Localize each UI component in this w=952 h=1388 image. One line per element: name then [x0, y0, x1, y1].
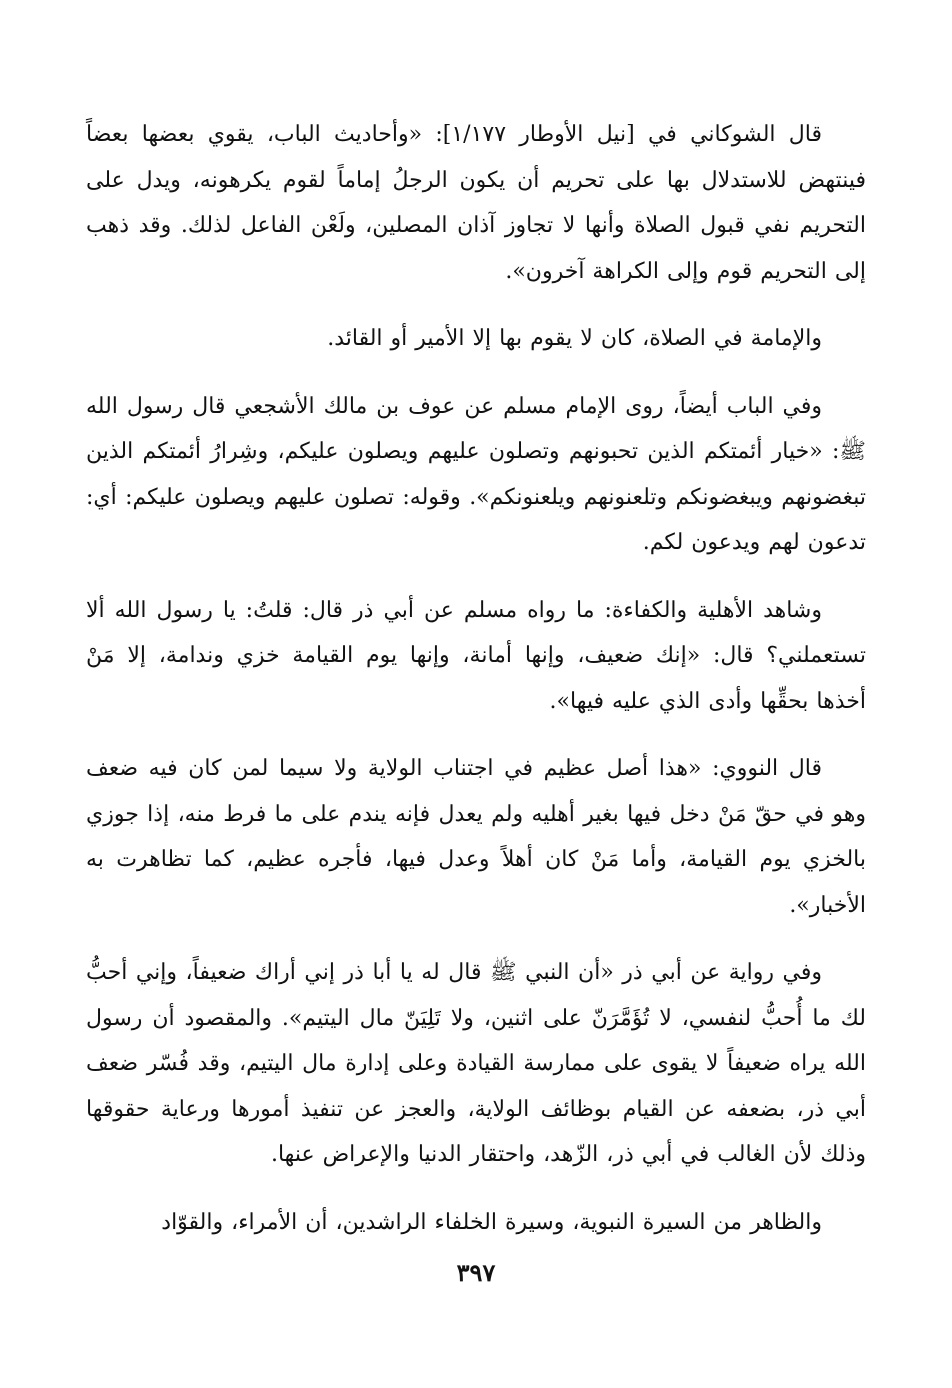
paragraph-shawkani-quote: قال الشوكاني في [نيل الأوطار ١/١٧٧]: «وأحاديث الباب، يقوي بعضها بعضاً فينتهض للاستدلال بها على تحريم أن يكون الرجلُ إماماً لقوم يكرهونه، ويدل على التحريم نفي قبول الصلاة وأنها لا تجاوز آذان المصلين، ولَعْن الفاعل لذلك. وقد ذهب إلى التحريم قوم وإلى الكراهة آخرون». [86, 122, 866, 284]
paragraph-imamah: والإمامة في الصلاة، كان لا يقوم بها إلا الأمير أو القائد. [327, 326, 822, 351]
paragraph-nawawi: قال النووي: «هذا أصل عظيم في اجتناب الولاية ولا سيما لمن كان فيه ضعف وهو في حقّ مَنْ دخل فيها بغير أهليه ولم يعدل فإنه يندم على ما فرط منه، إذا جوزي بالخزي يوم القيامة، وأما مَنْ كان أهلاً وعدل فيها، فأجره عظيم، كما تظاهرت به الأخبار». [86, 756, 866, 918]
paragraph-abu-dharr: وفي رواية عن أبي ذر «أن النبي ﷺ قال له يا أبا ذر إني أراك ضعيفاً، وإني أحبُّ لك ما أُحبُّ لنفسي، لا تُؤَمَّرَنّ على اثنين، ولا تَلِيَنّ مال اليتيم». والمقصود أن رسول الله يراه ضعيفاً لا يقوى على ممارسة القيادة وعلى إدارة مال اليتيم، وقد فُسّر ضعف أبي ذر، بضعفه عن القيام بوظائف الولاية، والعجز عن تنفيذ أمورها ورعاية حقوقها وذلك لأن الغالب في أبي ذر، الزّهد، واحتقار الدنيا والإعراض عنها. [86, 960, 866, 1167]
paragraph-competence: وشاهد الأهلية والكفاءة: ما رواه مسلم عن أبي ذر قال: قلتُ: يا رسول الله ألا تستعملني؟ قال: «إنك ضعيف، وإنها أمانة، وإنها يوم القيامة خزي وندامة، إلا مَنْ أخذها بحقِّها وأدى الذي عليه فيها». [86, 597, 866, 714]
page-body [86, 112, 866, 1267]
page-number: ٣٩٧ [456, 1258, 496, 1287]
paragraph-muslim-hadith: وفي الباب أيضاً، روى الإمام مسلم عن عوف بن مالك الأشجعي قال رسول الله ﷺ: «خيار أئمتكم الذين تحبونهم وتصلون عليهم ويصلون عليكم، وشِرارُ أئمتكم الذين تبغضونهم ويبغضونكم وتلعنونهم ويلعنونكم». وقوله: تصلون عليهم ويصلون عليكم: أي: تدعون لهم ويدعون لكم. [86, 393, 866, 555]
paragraph-seerah: والظاهر من السيرة النبوية، وسيرة الخلفاء الراشدين، أن الأمراء، والقوّاد [161, 1209, 822, 1235]
